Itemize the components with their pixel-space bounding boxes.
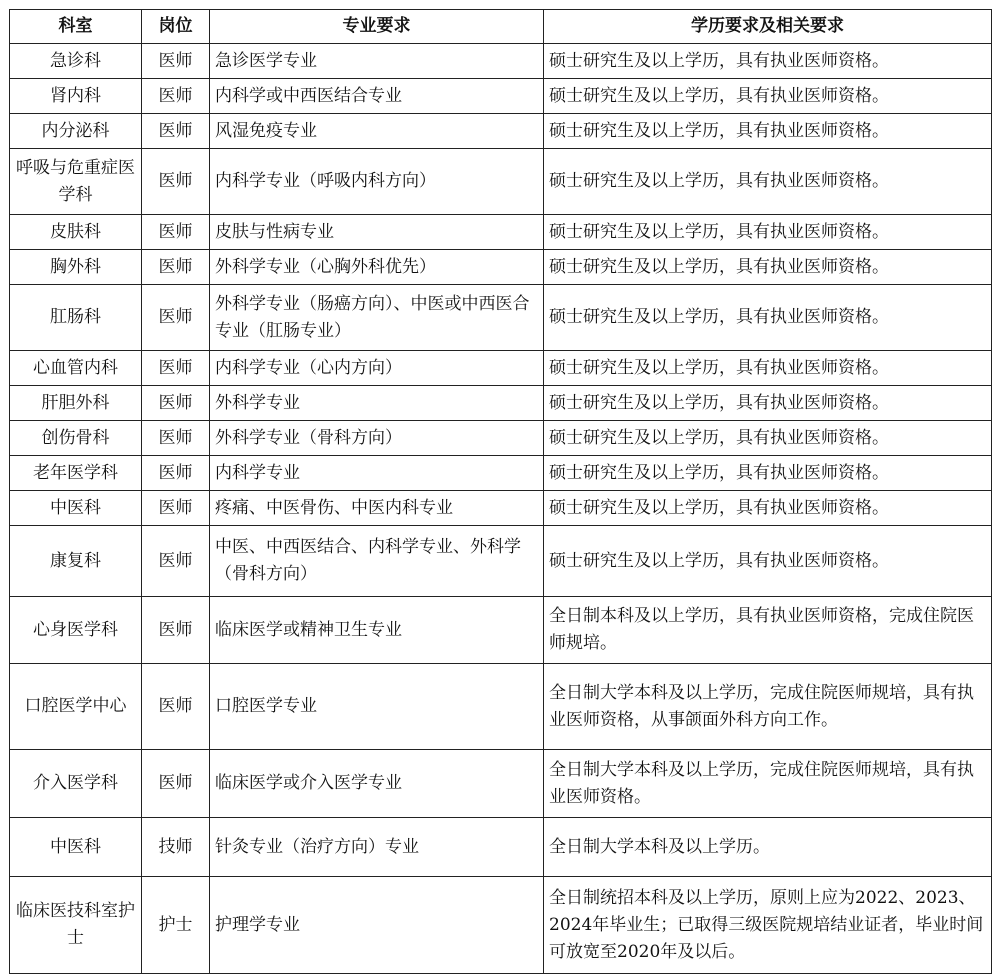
department-cell: 康复科	[10, 526, 142, 597]
position-cell: 技师	[142, 818, 210, 877]
header-department: 科室	[10, 10, 142, 44]
department-cell: 内分泌科	[10, 114, 142, 149]
education-cell: 硕士研究生及以上学历，具有执业医师资格。	[544, 149, 992, 215]
table-row	[10, 386, 992, 421]
position-cell: 医师	[142, 250, 210, 285]
education-cell: 硕士研究生及以上学历，具有执业医师资格。	[544, 491, 992, 526]
header-row	[10, 10, 992, 44]
major-cell: 内科学专业（心内方向）	[210, 351, 544, 386]
education-cell: 全日制大学本科及以上学历，完成住院医师规培，具有执业医师资格，从事颌面外科方向工作。	[544, 664, 992, 750]
major-cell: 临床医学或精神卫生专业	[210, 597, 544, 664]
position-cell: 医师	[142, 664, 210, 750]
education-cell: 硕士研究生及以上学历，具有执业医师资格。	[544, 421, 992, 456]
table-row	[10, 215, 992, 250]
position-cell: 医师	[142, 114, 210, 149]
department-cell: 口腔医学中心	[10, 664, 142, 750]
major-cell: 外科学专业（骨科方向）	[210, 421, 544, 456]
major-cell: 皮肤与性病专业	[210, 215, 544, 250]
department-cell: 中医科	[10, 491, 142, 526]
education-cell: 硕士研究生及以上学历，具有执业医师资格。	[544, 351, 992, 386]
education-cell: 全日制统招本科及以上学历，原则上应为2022、2023、2024年毕业生；已取得三级医院规培结业证者，毕业时间可放宽至2020年及以后。	[544, 877, 992, 974]
position-cell: 医师	[142, 386, 210, 421]
department-cell: 心血管内科	[10, 351, 142, 386]
position-cell: 医师	[142, 285, 210, 351]
major-cell: 内科学专业	[210, 456, 544, 491]
major-cell: 风湿免疫专业	[210, 114, 544, 149]
table-row	[10, 818, 992, 877]
department-cell: 中医科	[10, 818, 142, 877]
table-row	[10, 285, 992, 351]
department-cell: 呼吸与危重症医学科	[10, 149, 142, 215]
position-cell: 医师	[142, 44, 210, 79]
major-cell: 急诊医学专业	[210, 44, 544, 79]
education-cell: 硕士研究生及以上学历，具有执业医师资格。	[544, 285, 992, 351]
table-row	[10, 421, 992, 456]
department-cell: 肾内科	[10, 79, 142, 114]
position-cell: 护士	[142, 877, 210, 974]
education-cell: 硕士研究生及以上学历，具有执业医师资格。	[544, 215, 992, 250]
department-cell: 创伤骨科	[10, 421, 142, 456]
table-row	[10, 750, 992, 818]
table-row	[10, 114, 992, 149]
department-cell: 老年医学科	[10, 456, 142, 491]
department-cell: 胸外科	[10, 250, 142, 285]
major-cell: 外科学专业（肠癌方向）、中医或中西医合专业（肛肠专业）	[210, 285, 544, 351]
table-row	[10, 79, 992, 114]
department-cell: 皮肤科	[10, 215, 142, 250]
department-cell: 心身医学科	[10, 597, 142, 664]
education-cell: 硕士研究生及以上学历，具有执业医师资格。	[544, 456, 992, 491]
table-row	[10, 250, 992, 285]
education-cell: 全日制大学本科及以上学历。	[544, 818, 992, 877]
department-cell: 肛肠科	[10, 285, 142, 351]
education-cell: 全日制大学本科及以上学历，完成住院医师规培，具有执业医师资格。	[544, 750, 992, 818]
header-major-requirement: 专业要求	[210, 10, 544, 44]
major-cell: 中医、中西医结合、内科学专业、外科学（骨科方向）	[210, 526, 544, 597]
department-cell: 介入医学科	[10, 750, 142, 818]
recruitment-table	[9, 9, 992, 974]
position-cell: 医师	[142, 79, 210, 114]
table-row	[10, 877, 992, 974]
table-row	[10, 491, 992, 526]
major-cell: 内科学专业（呼吸内科方向）	[210, 149, 544, 215]
education-cell: 硕士研究生及以上学历，具有执业医师资格。	[544, 79, 992, 114]
header-education-requirement: 学历要求及相关要求	[544, 10, 992, 44]
education-cell: 全日制本科及以上学历，具有执业医师资格，完成住院医师规培。	[544, 597, 992, 664]
position-cell: 医师	[142, 351, 210, 386]
position-cell: 医师	[142, 149, 210, 215]
major-cell: 外科学专业（心胸外科优先）	[210, 250, 544, 285]
major-cell: 口腔医学专业	[210, 664, 544, 750]
header-position: 岗位	[142, 10, 210, 44]
major-cell: 护理学专业	[210, 877, 544, 974]
major-cell: 外科学专业	[210, 386, 544, 421]
education-cell: 硕士研究生及以上学历，具有执业医师资格。	[544, 114, 992, 149]
position-cell: 医师	[142, 456, 210, 491]
table-row	[10, 597, 992, 664]
education-cell: 硕士研究生及以上学历，具有执业医师资格。	[544, 386, 992, 421]
department-cell: 急诊科	[10, 44, 142, 79]
table-row	[10, 664, 992, 750]
education-cell: 硕士研究生及以上学历，具有执业医师资格。	[544, 44, 992, 79]
table-row	[10, 44, 992, 79]
department-cell: 临床医技科室护士	[10, 877, 142, 974]
position-cell: 医师	[142, 526, 210, 597]
position-cell: 医师	[142, 750, 210, 818]
table-row	[10, 526, 992, 597]
major-cell: 临床医学或介入医学专业	[210, 750, 544, 818]
table-row	[10, 149, 992, 215]
major-cell: 疼痛、中医骨伤、中医内科专业	[210, 491, 544, 526]
department-cell: 肝胆外科	[10, 386, 142, 421]
position-cell: 医师	[142, 597, 210, 664]
major-cell: 针灸专业（治疗方向）专业	[210, 818, 544, 877]
table-row	[10, 456, 992, 491]
major-cell: 内科学或中西医结合专业	[210, 79, 544, 114]
position-cell: 医师	[142, 491, 210, 526]
education-cell: 硕士研究生及以上学历，具有执业医师资格。	[544, 250, 992, 285]
position-cell: 医师	[142, 215, 210, 250]
education-cell: 硕士研究生及以上学历，具有执业医师资格。	[544, 526, 992, 597]
table-wrapper	[9, 9, 992, 974]
table-row	[10, 351, 992, 386]
position-cell: 医师	[142, 421, 210, 456]
